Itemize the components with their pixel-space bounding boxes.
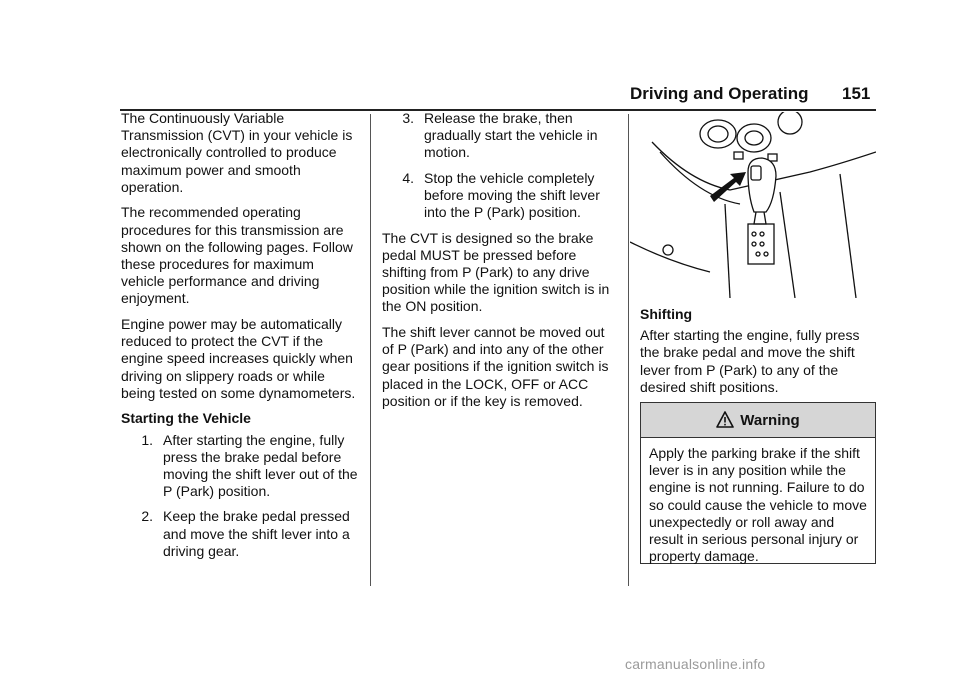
warning-header (641, 403, 875, 438)
paragraph: Engine power may be automatically reduced to protect the CVT if the engine speed increases quickly when driving on slippery roads or while being tested on some dynamometers. (121, 316, 356, 401)
column-2 (382, 110, 620, 418)
warning-triangle-icon (716, 411, 734, 429)
warning-text: Apply the parking brake if the shift lever is in any position while the engine is not running. Failure to do so could cause the vehicle to move unexpectedly or roll away and result in serious personal injury or property damage. (649, 445, 867, 565)
column-divider-1 (370, 114, 371, 586)
column-3 (640, 306, 876, 404)
paragraph: The recommended operating procedures for this transmission are shown on the following pages. Follow these procedures for maximum vehicle performance and driving enjoyment. (121, 204, 353, 307)
section-title: Driving and Operating (630, 84, 809, 103)
list-item-text: After starting the engine, fully press the brake pedal before moving the shift lever out of the P (Park) position. (163, 431, 358, 500)
list-item-number: 3. (402, 110, 414, 126)
numbered-list (382, 110, 620, 221)
list-item-text: Release the brake, then gradually start the vehicle in motion. (424, 110, 598, 161)
warning-title: Warning (740, 411, 800, 429)
list-item-text: Keep the brake pedal pressed and move the shift lever into a driving gear. (163, 508, 350, 559)
watermark: carmanualsonline.info (625, 656, 766, 672)
list-item (121, 508, 361, 560)
page-number: 151 (842, 84, 871, 103)
paragraph: The shift lever cannot be moved out of P (Park) and into any of the other gear positions if the ignition switch is placed in the LOCK, OFF or ACC position or if the key is removed. (382, 324, 609, 409)
paragraph: The CVT is designed so the brake pedal MUST be pressed before shifting from P (Park) to any drive position while the ignition switch is in the ON position. (382, 229, 610, 315)
subheading-starting-the-vehicle: Starting the Vehicle (121, 410, 251, 427)
list-item (121, 432, 361, 501)
column-1 (121, 110, 361, 568)
list-item-number: 2. (141, 508, 153, 525)
numbered-list (121, 432, 361, 560)
list-item (382, 170, 620, 222)
list-item-text: Stop the vehicle completely before moving the shift lever into the P (Park) position. (424, 169, 600, 221)
subheading-shifting: Shifting (640, 306, 693, 322)
list-item (382, 110, 620, 162)
paragraph: After starting the engine, fully press the brake pedal and move the shift lever from P (Park) to any of the desired shift positions. (640, 327, 860, 395)
list-item-number: 4. (402, 169, 414, 186)
paragraph: The Continuously Variable Transmission (CVT) in your vehicle is electronically controlled to produce maximum power and smooth operation. (121, 110, 353, 195)
warning-box (640, 402, 876, 564)
shift-lever-illustration (630, 112, 876, 298)
list-item-number: 1. (141, 431, 153, 448)
column-divider-2 (628, 114, 629, 586)
